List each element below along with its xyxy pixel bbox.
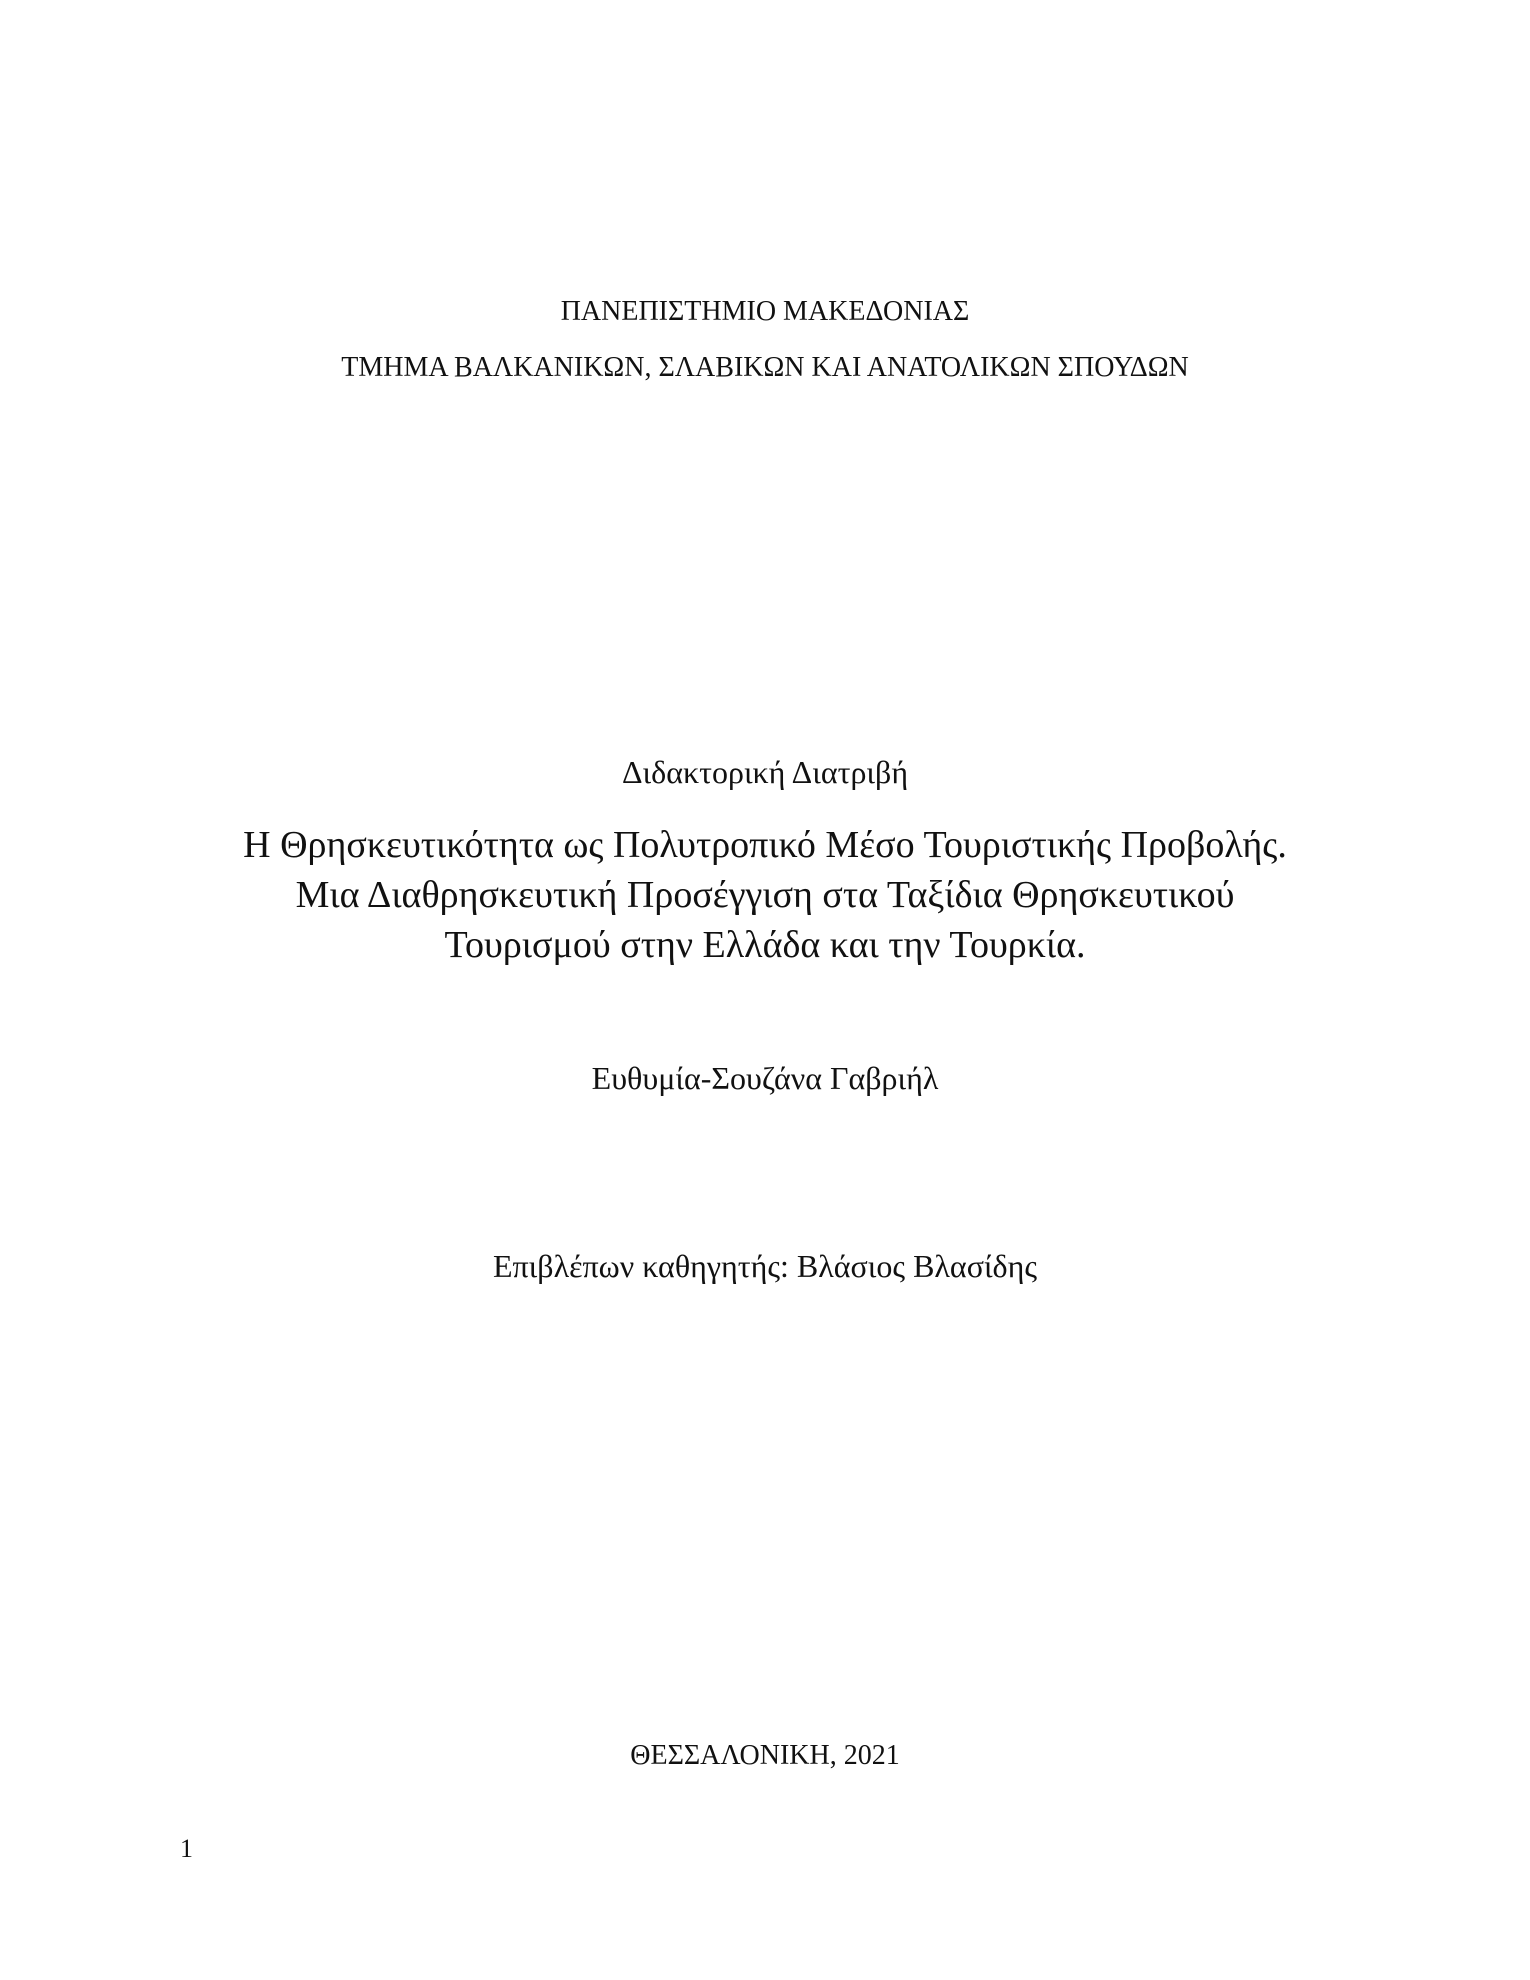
place-and-year: ΘΕΣΣΑΛΟΝΙΚΗ, 2021 — [630, 1740, 900, 1771]
thesis-title — [0, 820, 1530, 970]
department-name: ΤΜΗΜΑ ΒΑΛΚΑΝΙΚΩΝ, ΣΛΑΒΙΚΩΝ ΚΑΙ ΑΝΑΤΟΛΙΚΩΝ ΣΠΟΥΔΩΝ — [341, 352, 1189, 383]
thesis-title-line-2: Μια Διαθρησκευτική Προσέγγιση στα Ταξίδια Θρησκευτικού — [295, 874, 1235, 916]
university-name: ΠΑΝΕΠΙΣΤΗΜΙΟ ΜΑΚΕΔΟΝΙΑΣ — [560, 296, 970, 327]
thesis-type: Διδακτορική Διατριβή — [621, 754, 909, 790]
thesis-title-line-1: Η Θρησκευτικότητα ως Πολυτροπικό Μέσο Τουριστικής Προβολής. — [243, 824, 1287, 866]
author-name: Ευθυμία-Σουζάνα Γαβριήλ — [591, 1060, 939, 1096]
thesis-title-line-3: Τουρισμού στην Ελλάδα και την Τουρκία. — [444, 924, 1086, 966]
page-number: 1 — [180, 1834, 193, 1863]
supervisor: Επιβλέπων καθηγητής: Βλάσιος Βλασίδης — [492, 1248, 1038, 1284]
